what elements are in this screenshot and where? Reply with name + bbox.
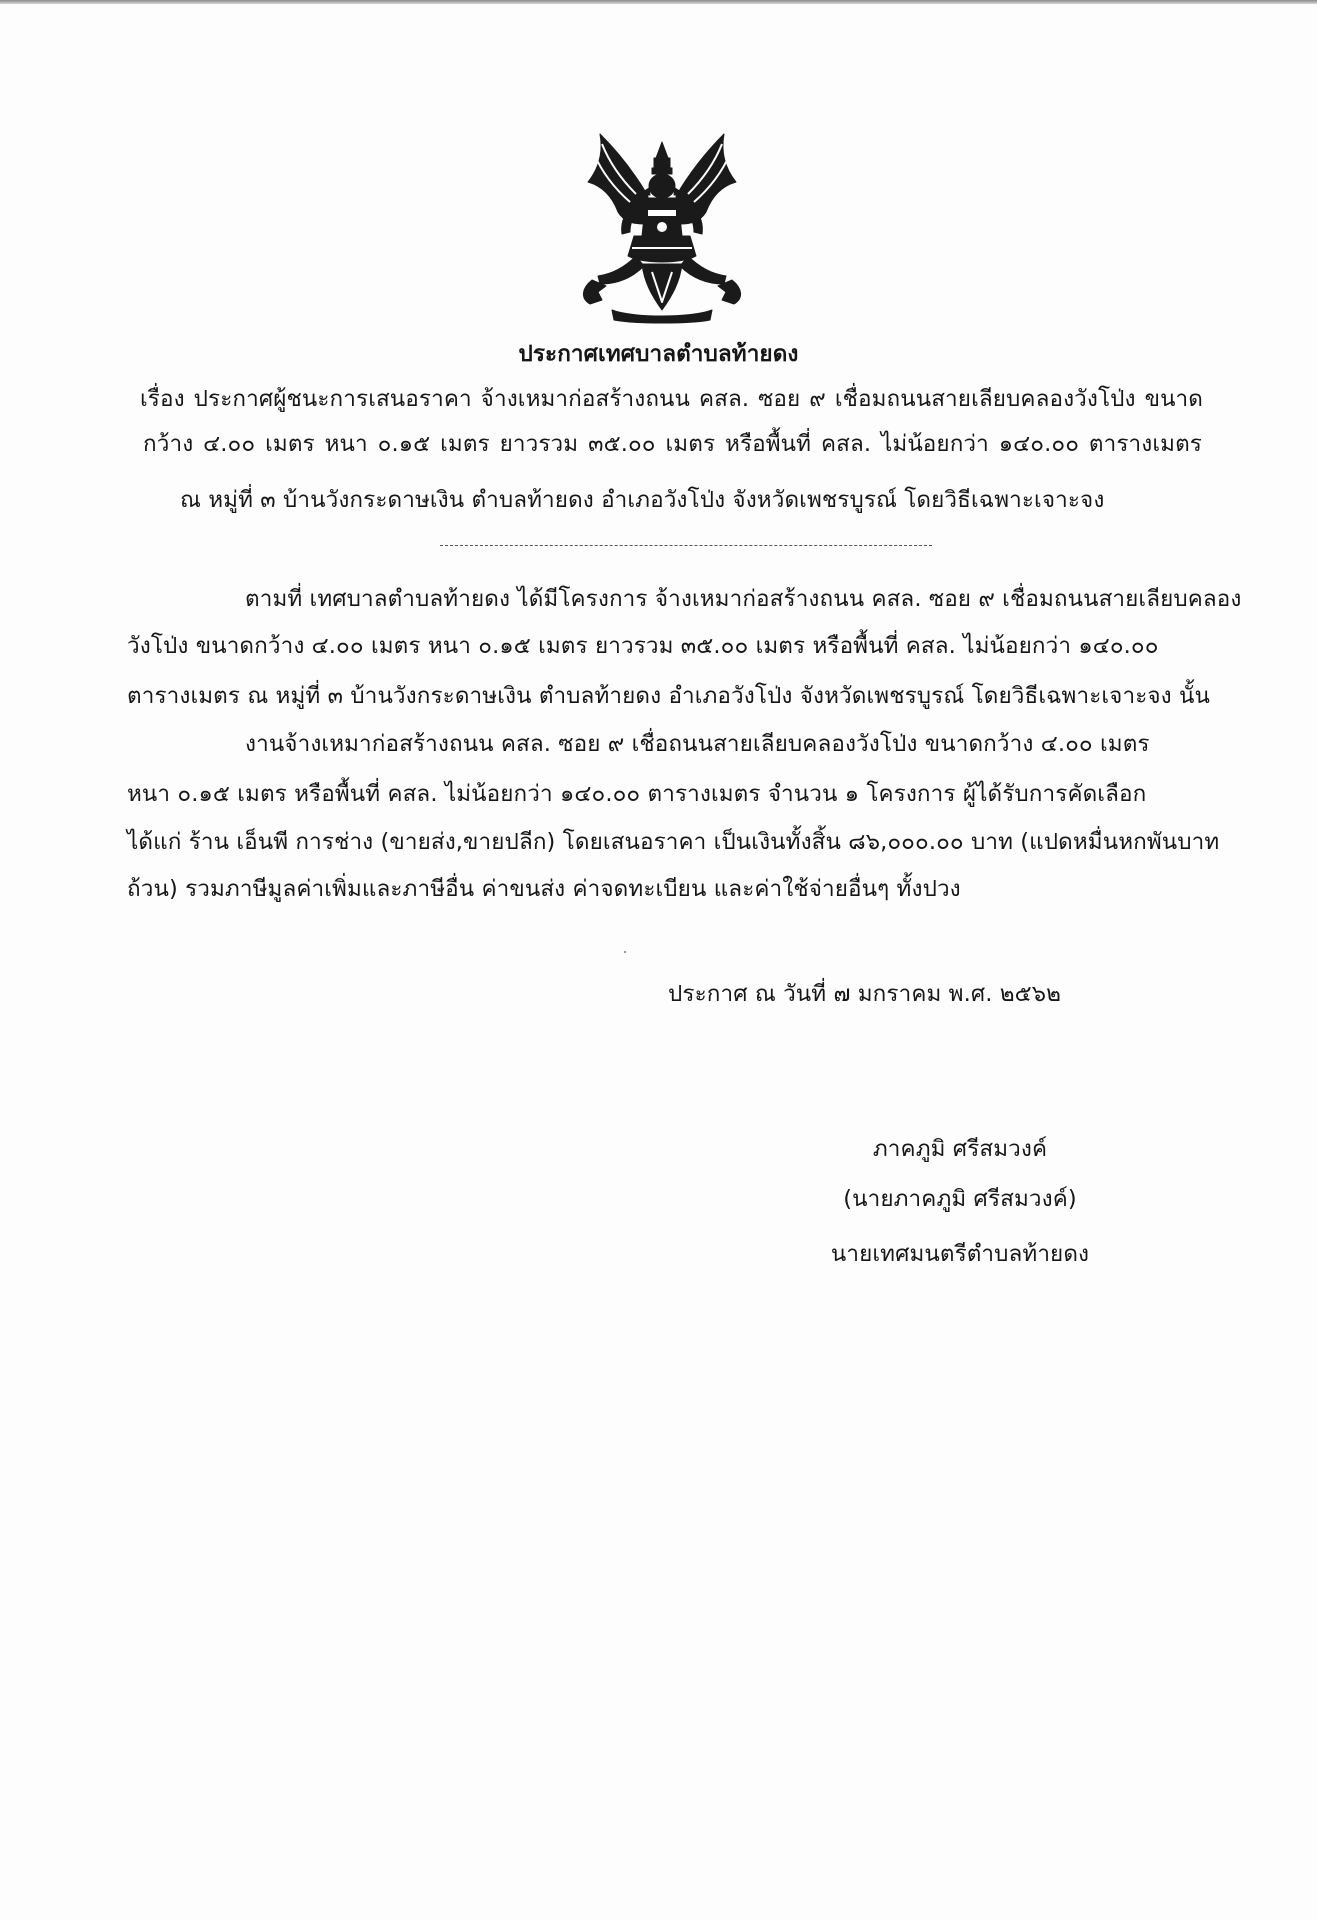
separator-line <box>440 545 932 546</box>
paragraph1-line-3: ตารางเมตร ณ หมู่ที่ ๓ บ้านวังกระดาษเงิน ตำบลท้ายดง อำเภอวังโป่ง จังหวัดเพชรบูรณ์ โดยวิธีเฉพาะเจาะจง นั้น <box>127 683 1210 709</box>
paragraph2-line-1: งานจ้างเหมาก่อสร้างถนน คสล. ซอย ๙ เชื่อถนนสายเลียบคลองวังโป่ง ขนาดกว้าง ๔.๐๐ เมตร <box>245 731 1150 757</box>
paragraph2-line-3: ได้แก่ ร้าน เอ็นพี การช่าง (ขายส่ง,ขายปลีก) โดยเสนอราคา เป็นเงินทั้งสิ้น ๘๖,๐๐๐.๐๐ บาท (แปดหมื่นหกพันบาท <box>127 829 1220 855</box>
paragraph1-line-1: ตามที่ เทศบาลตำบลท้ายดง ได้มีโครงการ จ้างเหมาก่อสร้างถนน คสล. ซอย ๙ เชื่อมถนนสายเลียบคลอง <box>245 586 1242 612</box>
signature-name: ภาคภูมิ ศรีสมวงค์ <box>872 1136 1048 1162</box>
signatory-position: นายเทศมนตรีตำบลท้ายดง <box>830 1241 1090 1267</box>
subject-line-3: ณ หมู่ที่ ๓ บ้านวังกระดาษเงิน ตำบลท้ายดง อำเภอวังโป่ง จังหวัดเพชรบูรณ์ โดยวิธีเฉพาะเจาะจง <box>180 487 1105 513</box>
garuda-emblem-icon <box>572 132 752 324</box>
paragraph2-line-2: หนา ๐.๑๕ เมตร หรือพื้นที่ คสล. ไม่น้อยกว่า ๑๔๐.๐๐ ตารางเมตร จำนวน ๑ โครงการ ผู้ได้รับการคัดเลือก <box>127 781 1147 807</box>
paragraph1-line-2: วังโป่ง ขนาดกว้าง ๔.๐๐ เมตร หนา ๐.๑๕ เมตร ยาวรวม ๓๕.๐๐ เมตร หรือพื้นที่ คสล. ไม่น้อยกว่า ๑๔๐.๐๐ <box>127 633 1159 659</box>
printed-name: (นายภาคภูมิ ศรีสมวงค์) <box>843 1186 1077 1212</box>
page-title: ประกาศเทศบาลตำบลท้ายดง <box>518 341 799 367</box>
announcement-date: ประกาศ ณ วันที่ ๗ มกราคม พ.ศ. ๒๕๖๒ <box>668 981 1062 1007</box>
scan-speck <box>624 951 626 953</box>
scan-top-edge <box>0 0 1317 4</box>
paragraph2-line-4: ถ้วน) รวมภาษีมูลค่าเพิ่มและภาษีอื่น ค่าขนส่ง ค่าจดทะเบียน และค่าใช้จ่ายอื่นๆ ทั้งปวง <box>127 876 961 902</box>
subject-line-2: กว้าง ๔.๐๐ เมตร หนา ๐.๑๕ เมตร ยาวรวม ๓๕.๐๐ เมตร หรือพื้นที่ คสล. ไม่น้อยกว่า ๑๔๐.๐๐ ตารางเมตร <box>143 431 1202 457</box>
subject-line-1: เรื่อง ประกาศผู้ชนะการเสนอราคา จ้างเหมาก่อสร้างถนน คสล. ซอย ๙ เชื่อมถนนสายเลียบคลองวังโป่ง ขนาด <box>140 386 1203 412</box>
